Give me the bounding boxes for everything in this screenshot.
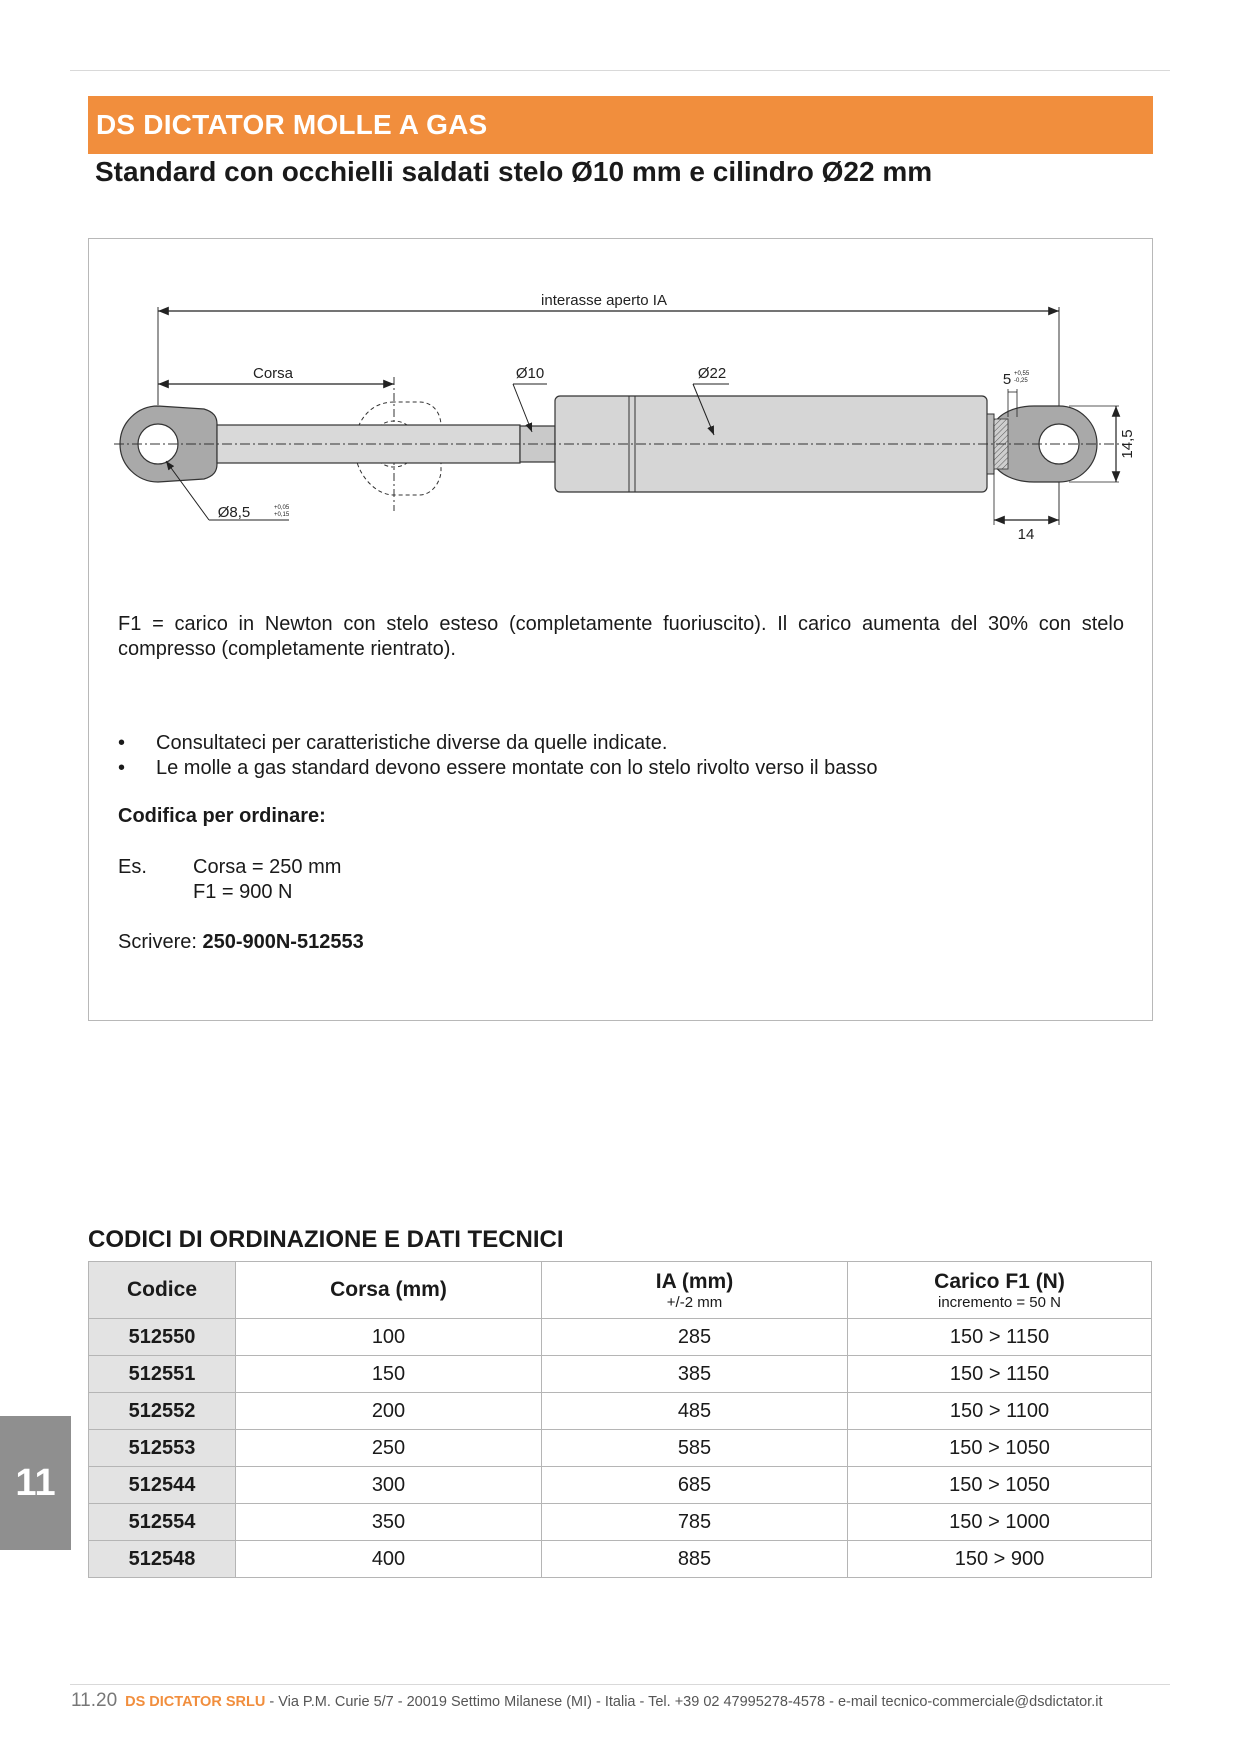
- corsa-label: Corsa: [252, 365, 294, 382]
- page-title: DS DICTATOR MOLLE A GAS: [96, 109, 488, 140]
- cell-ia: 885: [542, 1541, 848, 1578]
- cell-corsa: 100: [236, 1319, 542, 1356]
- top-divider: [70, 70, 1170, 71]
- ia-label: interasse aperto IA: [541, 292, 667, 309]
- note-text: Le molle a gas standard devono essere montate con lo stelo rivolto verso il basso: [156, 757, 878, 779]
- header-sub: incremento = 50 N: [938, 1293, 1061, 1311]
- load-description: F1 = carico in Newton con stelo esteso (completamente fuoriuscito). Il carico aumenta del 30% con stelo compresso (completamente rientrato).: [118, 613, 1124, 660]
- page-subtitle: Standard con occhielli saldati stelo Ø10 mm e cilindro Ø22 mm: [95, 156, 933, 187]
- cell-codice: 512552: [89, 1393, 236, 1430]
- bullet-dot: •: [118, 757, 126, 779]
- order-heading: Codifica per ordinare:: [118, 805, 326, 827]
- codes-table: [88, 1261, 1152, 1578]
- notes-list: [118, 731, 1118, 781]
- dim5-label: 5: [1002, 371, 1012, 388]
- cell-corsa: 400: [236, 1541, 542, 1578]
- dim14-label: 14: [1017, 526, 1035, 543]
- header-ia: [542, 1262, 848, 1319]
- cell-codice: 512553: [89, 1430, 236, 1467]
- footer-divider: [70, 1684, 1170, 1685]
- cell-codice: 512551: [89, 1356, 236, 1393]
- table-row: [89, 1430, 1152, 1467]
- table-row: [89, 1319, 1152, 1356]
- example-label: Es.: [118, 856, 147, 878]
- cell-ia: 685: [542, 1467, 848, 1504]
- dim145-label: 14,5: [1119, 429, 1136, 459]
- header-label: Corsa (mm): [330, 1278, 447, 1301]
- cell-carico: 150 > 1150: [848, 1356, 1152, 1393]
- footer-company: DS DICTATOR SRLU: [125, 1694, 266, 1710]
- cell-corsa: 350: [236, 1504, 542, 1541]
- header-sub: +/-2 mm: [666, 1293, 723, 1311]
- header-label: Codice: [126, 1278, 197, 1301]
- cell-codice: 512548: [89, 1541, 236, 1578]
- cell-carico: 150 > 900: [848, 1541, 1152, 1578]
- d85-tol-dn: +0,15: [274, 512, 290, 518]
- header-corsa: [236, 1262, 542, 1319]
- cell-ia: 385: [542, 1356, 848, 1393]
- title-bar: [88, 96, 1153, 154]
- table-title: CODICI DI ORDINAZIONE E DATI TECNICI: [88, 1226, 564, 1253]
- d22-label: Ø22: [697, 365, 727, 382]
- cell-corsa: 200: [236, 1393, 542, 1430]
- example-line-corsa: Corsa = 250 mm: [193, 856, 342, 878]
- cell-ia: 585: [542, 1430, 848, 1467]
- cell-carico: 150 > 1100: [848, 1393, 1152, 1430]
- cell-ia: 485: [542, 1393, 848, 1430]
- dim5-tol-up: +0,55: [1014, 371, 1030, 377]
- cell-carico: 150 > 1150: [848, 1319, 1152, 1356]
- d85-tol-up: +0,05: [274, 505, 290, 511]
- cell-codice: 512544: [89, 1467, 236, 1504]
- section-tab: 11: [0, 1416, 71, 1550]
- example-values: [193, 855, 341, 905]
- d10-label: Ø10: [515, 365, 545, 382]
- spec-box: [88, 238, 1153, 1021]
- table-row: [89, 1467, 1152, 1504]
- cell-corsa: 300: [236, 1467, 542, 1504]
- bullet-dot: •: [118, 732, 126, 754]
- note-text: Consultateci per caratteristiche diverse da quelle indicate.: [156, 732, 668, 754]
- write-label: Scrivere:: [118, 931, 197, 953]
- header-codice: [89, 1262, 236, 1319]
- cell-codice: 512554: [89, 1504, 236, 1541]
- d85-label: Ø8,5: [217, 504, 251, 521]
- gas-spring-drawing: [89, 239, 1152, 599]
- cell-ia: 785: [542, 1504, 848, 1541]
- table-header-row: [89, 1262, 1152, 1319]
- cell-carico: 150 > 1050: [848, 1430, 1152, 1467]
- cell-carico: 150 > 1050: [848, 1467, 1152, 1504]
- page-number: 11.20: [71, 1690, 118, 1711]
- cell-ia: 285: [542, 1319, 848, 1356]
- cell-corsa: 150: [236, 1356, 542, 1393]
- table-row: [89, 1356, 1152, 1393]
- footer-address: - Via P.M. Curie 5/7 - 20019 Settimo Milanese (MI) - Italia - Tel. +39 02 47995278-4578 - e-mail tecnico-commerciale@dsdictator.it: [265, 1694, 1103, 1710]
- order-write: [118, 931, 364, 954]
- footer: [71, 1690, 1103, 1712]
- table-row: [89, 1393, 1152, 1430]
- order-code: 250-900N-512553: [202, 931, 364, 953]
- header-label: Carico F1 (N): [934, 1269, 1065, 1293]
- dim5-tol-dn: -0,25: [1014, 378, 1028, 384]
- note-item: [118, 756, 1118, 781]
- table-row: [89, 1541, 1152, 1578]
- note-item: [118, 731, 1118, 756]
- header-label: IA (mm): [655, 1269, 734, 1293]
- example-line-f1: F1 = 900 N: [193, 881, 293, 903]
- table-row: [89, 1504, 1152, 1541]
- cell-corsa: 250: [236, 1430, 542, 1467]
- cell-codice: 512550: [89, 1319, 236, 1356]
- cell-carico: 150 > 1000: [848, 1504, 1152, 1541]
- header-carico: [848, 1262, 1152, 1319]
